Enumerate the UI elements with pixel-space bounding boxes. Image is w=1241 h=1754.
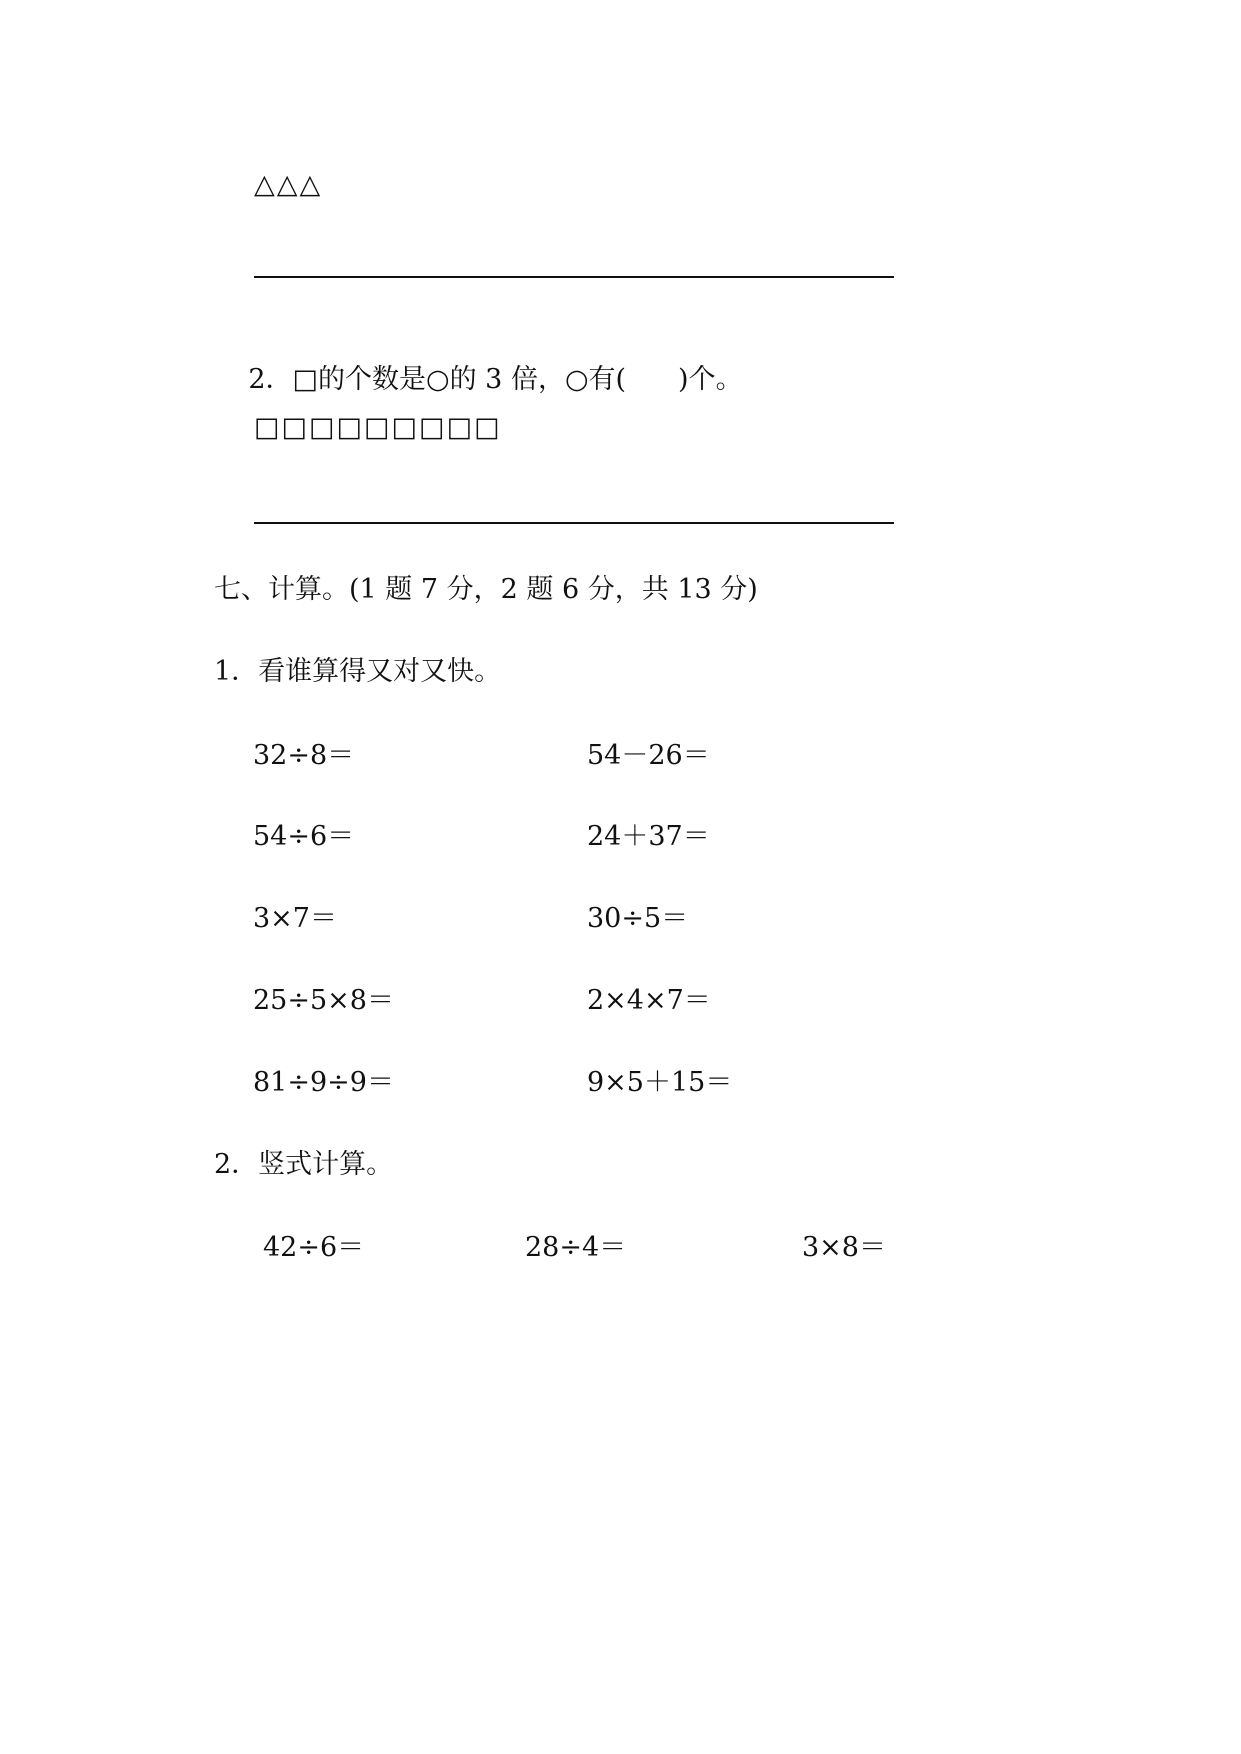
vertical-calc-item: 3×8＝ [802, 1232, 886, 1263]
vertical-calc-item: 42÷6＝ [263, 1232, 365, 1263]
square-row: □□□□□□□□□ [254, 412, 502, 443]
equation: 32÷8＝ [253, 740, 355, 771]
part-2-title: 2．竖式计算。 [214, 1149, 394, 1180]
question-2-number: 2． [248, 364, 293, 395]
equation: 9×5＋15＝ [587, 1067, 733, 1098]
question-2-text-end: )个。 [678, 364, 743, 395]
question-2-text: □的个数是○的 3 倍，○有( [292, 364, 627, 395]
equation: 25÷5×8＝ [253, 985, 394, 1016]
vertical-calc-item: 28÷4＝ [525, 1232, 627, 1263]
equation: 30÷5＝ [587, 903, 689, 934]
equation: 81÷9÷9＝ [253, 1067, 394, 1098]
equation: 3×7＝ [253, 903, 337, 934]
equation: 54－26＝ [587, 740, 710, 771]
answer-line-2 [254, 522, 894, 524]
equation: 54÷6＝ [253, 821, 355, 852]
part-1-title: 1．看谁算得又对又快。 [214, 656, 502, 687]
equation: 2×4×7＝ [587, 985, 711, 1016]
equation: 24＋37＝ [587, 821, 710, 852]
section-7-title: 七、计算。(1 题 7 分，2 题 6 分，共 13 分) [214, 574, 758, 605]
triangle-row: △△△ [254, 169, 323, 200]
answer-line-1 [254, 276, 894, 278]
